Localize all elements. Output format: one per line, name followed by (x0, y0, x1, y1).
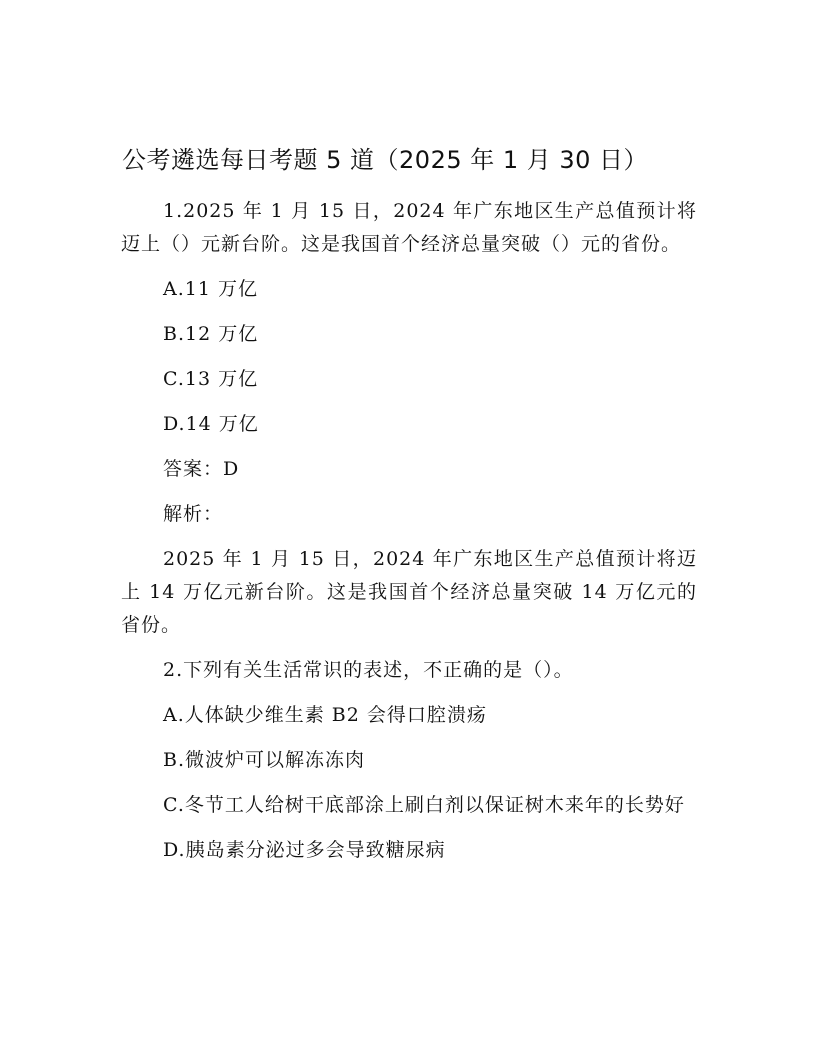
question-1-analysis: 2025 年 1 月 15 日，2024 年广东地区生产总值预计将迈上 14 万亿元新台阶。这是我国首个经济总量突破 14 万亿元的省份。 (121, 548, 697, 636)
question-1-answer: 答案：D (163, 458, 240, 480)
question-1-option-a: A.11 万亿 (163, 278, 258, 300)
question-1-stem: 1.2025 年 1 月 15 日，2024 年广东地区生产总值预计将迈上（）元新台阶。这是我国首个经济总量突破（）元的省份。 (121, 200, 697, 255)
question-1-analysis-label: 解析： (163, 503, 224, 525)
question-1-option-d: D.14 万亿 (163, 413, 259, 435)
question-1-option-c: C.13 万亿 (163, 368, 259, 390)
question-1-option-b: B.12 万亿 (163, 323, 259, 345)
question-2-stem: 2.下列有关生活常识的表述，不正确的是（）。 (163, 659, 574, 681)
document-title: 公考遴选每日考题 5 道（2025 年 1 月 30 日） (122, 146, 649, 174)
document-body (121, 195, 697, 879)
question-2-option-c: C.冬节工人给树干底部涂上刷白剂以保证树木来年的长势好 (163, 794, 685, 816)
question-2-option-b: B.微波炉可以解冻冻肉 (163, 749, 366, 771)
question-2-option-a: A.人体缺少维生素 B2 会得口腔溃疡 (163, 704, 487, 726)
question-2-option-d: D.胰岛素分泌过多会导致糖尿病 (163, 839, 446, 861)
